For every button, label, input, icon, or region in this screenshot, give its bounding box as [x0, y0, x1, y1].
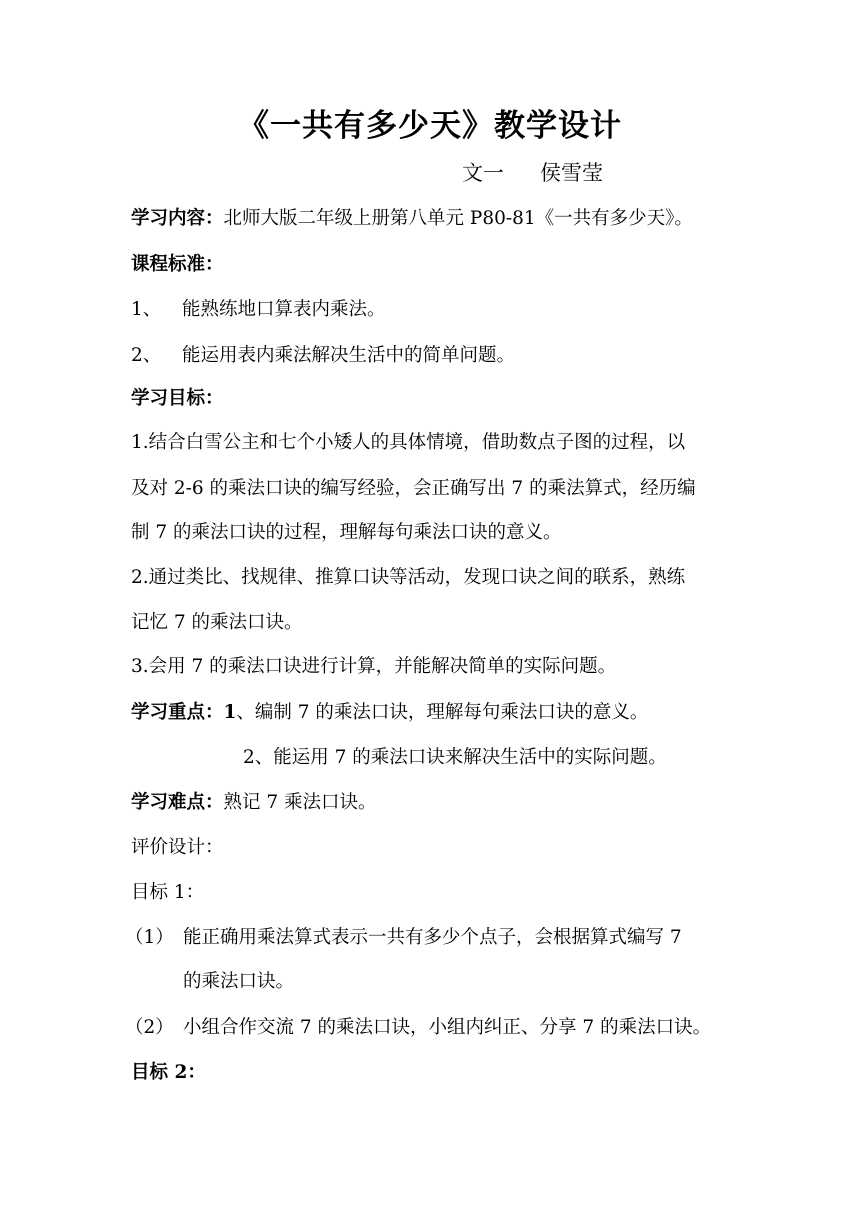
difficulty	[131, 789, 377, 817]
objective-line: 3.会用 7 的乘法口诀进行计算，并能解决简单的实际问题。	[131, 656, 617, 677]
eval-item-1-line: 的乘法口诀。	[183, 971, 295, 992]
learning-content	[131, 205, 693, 233]
objective-line: 制 7 的乘法口诀的过程，理解每句乘法口诀的意义。	[131, 522, 562, 543]
key-point-text: 、编制 7 的乘法口诀，理解每句乘法口诀的意义。	[236, 702, 649, 723]
key-point-number: 1	[223, 702, 237, 723]
goal-2-heading	[131, 1059, 206, 1087]
evaluation-heading: 评价设计：	[131, 837, 224, 858]
objective-line: 2.通过类比、找规律、推算口诀等活动，发现口诀之间的联系，熟练	[131, 567, 686, 588]
objectives-label: 学习目标：	[131, 388, 224, 409]
goal-2-label: 目标 2：	[131, 1062, 206, 1083]
goal-1-heading: 目标 1：	[131, 882, 205, 903]
author-name: 侯雪莹	[540, 161, 603, 185]
eval-item-2-text: 小组合作交流 7 的乘法口诀，小组内纠正、分享 7 的乘法口诀。	[183, 1017, 712, 1038]
standard-item-number: 1、	[131, 299, 162, 320]
standard-item-2	[131, 342, 515, 370]
eval-item-2-number: （2）	[125, 1017, 174, 1038]
key-point-second: 2、能运用 7 的乘法口诀来解决生活中的实际问题。	[243, 747, 667, 768]
objectives-heading	[131, 385, 224, 413]
objective-line: 1.结合白雪公主和七个小矮人的具体情境，借助数点子图的过程，以	[131, 432, 686, 453]
standard-item-text: 能运用表内乘法解决生活中的简单问题。	[182, 345, 516, 366]
eval-item-1-line: 能正确用乘法算式表示一共有多少个点子，会根据算式编写 7	[183, 927, 682, 948]
standards-label: 课程标准：	[131, 254, 224, 275]
objective-line: 及对 2-6 的乘法口诀的编写经验，会正确写出 7 的乘法算式，经历编	[131, 478, 696, 499]
standards-heading	[131, 251, 224, 279]
author-school: 文一	[462, 161, 504, 185]
standard-item-text: 能熟练地口算表内乘法。	[182, 299, 386, 320]
key-points-label: 学习重点：	[131, 702, 224, 723]
document-title: 《一共有多少天》教学设计	[238, 108, 622, 144]
standard-item-number: 2、	[131, 345, 162, 366]
objective-line: 记忆 7 的乘法口诀。	[131, 612, 303, 633]
difficulty-label: 学习难点：	[131, 792, 224, 813]
standard-item-1	[131, 296, 386, 324]
learning-content-label: 学习内容：	[131, 208, 224, 229]
author-line	[462, 158, 603, 188]
learning-content-text: 北师大版二年级上册第八单元 P80-81《一共有多少天》。	[223, 208, 693, 229]
difficulty-text: 熟记 7 乘法口诀。	[223, 792, 377, 813]
key-points	[131, 699, 648, 727]
eval-item-1-number: （1）	[125, 927, 174, 948]
